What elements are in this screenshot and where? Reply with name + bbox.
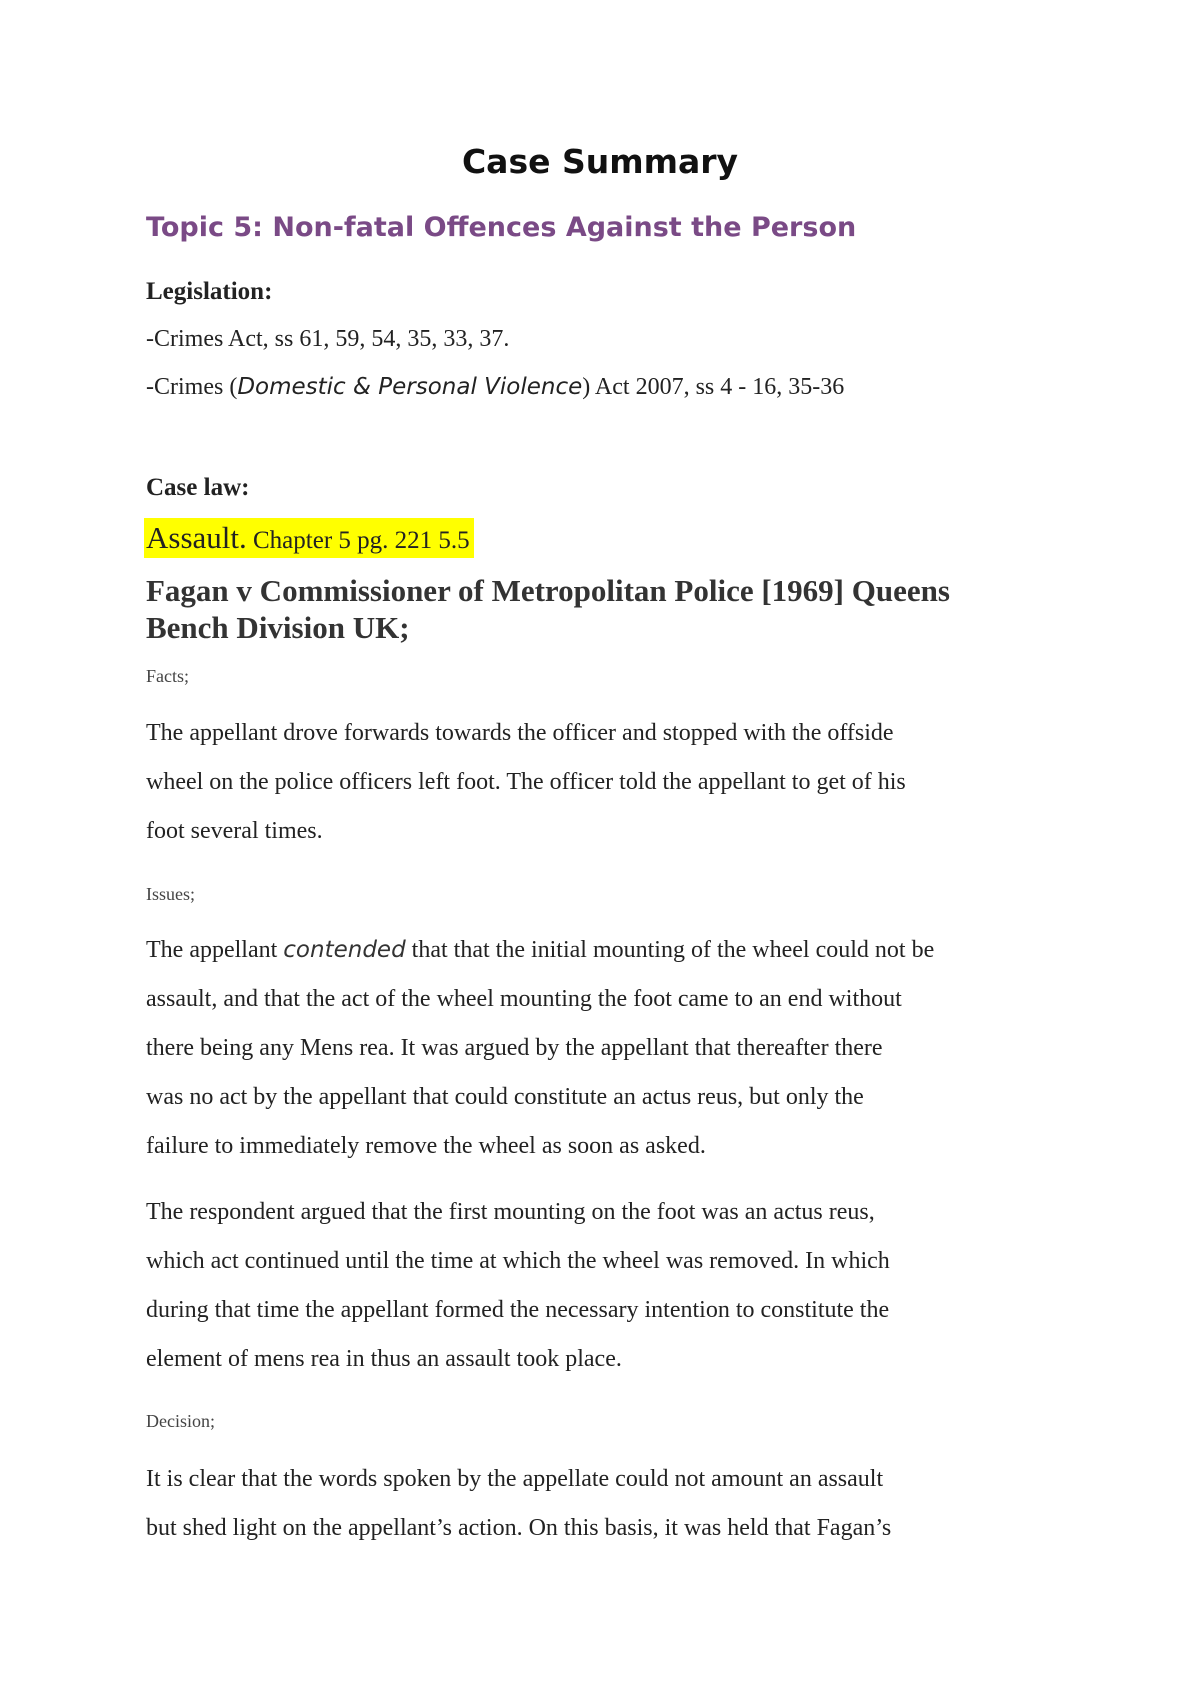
case-title-line-2: Bench Division UK; xyxy=(146,610,410,645)
assault-label: Assault. xyxy=(146,520,247,555)
issues-line-suffix: that that the initial mounting of the wheel could not be xyxy=(405,937,935,963)
respondent-line: element of mens rea in thus an assault took place. xyxy=(146,1346,622,1372)
issues-line: assault, and that the act of the wheel mounting the foot came to an end without xyxy=(146,986,902,1012)
decision-line: It is clear that the words spoken by the appellate could not amount an assault xyxy=(146,1466,884,1492)
legislation-line-2-suffix: ) Act 2007, ss 4 - 16, 35-36 xyxy=(582,374,845,400)
assault-highlight xyxy=(144,518,474,558)
issues-line xyxy=(146,937,934,964)
facts-line: The appellant drove forwards towards the officer and stopped with the offside xyxy=(146,720,894,746)
legislation-line-2-prefix: -Crimes ( xyxy=(146,374,238,400)
respondent-line: which act continued until the time at which the wheel was removed. In which xyxy=(146,1248,890,1274)
issues-label: Issues; xyxy=(146,884,195,904)
legislation-line-1: -Crimes Act, ss 61, 59, 54, 35, 33, 37. xyxy=(146,326,510,352)
case-title xyxy=(146,572,1046,646)
issues-line-italic: contended xyxy=(283,937,406,963)
topic-heading: Topic 5: Non-fatal Offences Against the Person xyxy=(146,212,857,243)
respondent-line: during that time the appellant formed the necessary intention to constitute the xyxy=(146,1297,890,1323)
chapter-reference: Chapter 5 pg. 221 5.5 xyxy=(246,527,470,554)
legislation-line-2 xyxy=(146,374,844,401)
facts-line: wheel on the police officers left foot. The officer told the appellant to get of his xyxy=(146,769,906,795)
decision-label: Decision; xyxy=(146,1411,215,1431)
issues-line: was no act by the appellant that could constitute an actus reus, but only the xyxy=(146,1084,864,1110)
legislation-line-2-italic: Domestic & Personal Violence xyxy=(237,374,583,400)
case-law-heading: Case law: xyxy=(146,474,250,501)
decision-line: but shed light on the appellant’s action. On this basis, it was held that Fagan’s xyxy=(146,1515,892,1541)
facts-label: Facts; xyxy=(146,666,189,686)
issues-line: there being any Mens rea. It was argued by the appellant that thereafter there xyxy=(146,1035,883,1061)
respondent-line: The respondent argued that the first mounting on the foot was an actus reus, xyxy=(146,1199,875,1225)
legislation-heading: Legislation: xyxy=(146,278,273,305)
issues-line: failure to immediately remove the wheel as soon as asked. xyxy=(146,1133,706,1159)
document-title: Case Summary xyxy=(461,142,739,181)
case-title-line-1: Fagan v Commissioner of Metropolitan Police [1969] Queens xyxy=(146,573,950,608)
issues-line-prefix: The appellant xyxy=(146,937,284,963)
facts-line: foot several times. xyxy=(146,818,323,844)
